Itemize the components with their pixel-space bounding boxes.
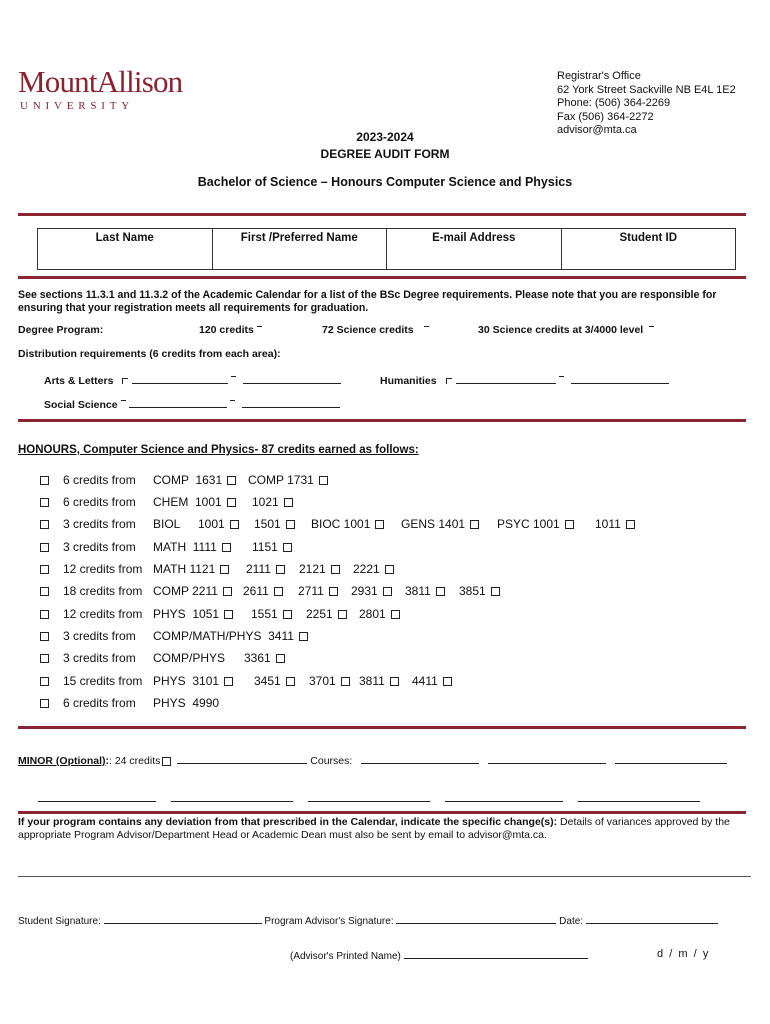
- course-option: [309, 674, 352, 688]
- course-option: [459, 584, 502, 598]
- social-science-row: [44, 398, 340, 411]
- course-option: [353, 562, 396, 576]
- course-checkbox[interactable]: [223, 587, 232, 596]
- divider: [18, 811, 746, 814]
- minor-course-field[interactable]: [578, 792, 700, 802]
- course-option: [153, 607, 235, 621]
- course-code: 1501: [254, 517, 281, 531]
- course-option: [351, 584, 394, 598]
- course-option: [412, 674, 454, 688]
- course-option: [306, 607, 349, 621]
- minor-course-field[interactable]: [615, 754, 727, 764]
- course-code: COMP/MATH/PHYS 3411: [153, 629, 294, 643]
- dash-icon: [121, 400, 126, 401]
- arts-letters-row: [44, 374, 341, 387]
- arts-course-1[interactable]: [132, 374, 228, 384]
- credits-120-label: 120 credits: [199, 324, 254, 336]
- credits-120: [199, 324, 265, 336]
- course-code: BIOC 1001: [311, 517, 371, 531]
- course-checkbox[interactable]: [391, 610, 400, 619]
- university-logo-subtitle: UNIVERSITY: [20, 100, 134, 112]
- date-format-hint: d / m / y: [657, 948, 709, 960]
- course-checkbox[interactable]: [565, 520, 574, 529]
- course-option: [595, 517, 637, 531]
- course-checkbox[interactable]: [224, 677, 233, 686]
- course-code: 3851: [459, 584, 486, 598]
- minor-courses-label: Courses:: [310, 755, 353, 767]
- dash-icon[interactable]: [257, 326, 262, 327]
- honours-heading: [18, 444, 419, 456]
- student-signature-label: Student Signature:: [18, 916, 101, 927]
- deviation-details: Details of variances approved by the appropriate Program Advisor/Department Head or Academic Dean must also be sent by email to advisor@mta.ca.: [18, 816, 730, 841]
- social-course-2[interactable]: [242, 398, 340, 408]
- humanities-row: [380, 374, 669, 387]
- course-code: PHYS 3101: [153, 674, 220, 688]
- course-code: 3811: [405, 584, 431, 598]
- course-code: 2711: [298, 584, 324, 598]
- course-checkbox[interactable]: [286, 520, 295, 529]
- course-checkbox[interactable]: [276, 654, 285, 663]
- course-code: PHYS 4990: [153, 696, 220, 710]
- honours-row-checkbox[interactable]: [40, 520, 49, 529]
- dash-icon: [559, 376, 564, 377]
- course-code: COMP 1631: [153, 473, 223, 487]
- credits-label: 12 credits from: [63, 562, 143, 576]
- course-checkbox[interactable]: [375, 520, 384, 529]
- course-checkbox[interactable]: [283, 610, 292, 619]
- credits-label: 18 credits from: [63, 584, 143, 598]
- honours-row-checkbox[interactable]: [40, 699, 49, 708]
- course-option: [401, 517, 481, 531]
- course-checkbox[interactable]: [283, 543, 292, 552]
- humanities-course-2[interactable]: [571, 374, 669, 384]
- registrar-line: Phone: (506) 364-2269: [557, 97, 671, 109]
- honours-row-checkbox[interactable]: [40, 543, 49, 552]
- distribution-label: Distribution requirements (6 credits from each area):: [18, 348, 281, 360]
- course-option: [254, 517, 297, 531]
- course-code: COMP/PHYS: [153, 651, 226, 665]
- course-checkbox[interactable]: [222, 543, 231, 552]
- deviation-notice: [18, 816, 753, 842]
- credits-label: 12 credits from: [63, 607, 143, 621]
- course-checkbox[interactable]: [470, 520, 479, 529]
- humanities-course-1[interactable]: [456, 374, 556, 384]
- course-checkbox[interactable]: [331, 565, 340, 574]
- science-72-label: 72 Science credits: [322, 324, 414, 336]
- course-checkbox[interactable]: [299, 632, 308, 641]
- registrar-email: advisor@mta.ca: [557, 124, 637, 136]
- course-code: PHYS 1051: [153, 607, 220, 621]
- minor-checkbox[interactable]: [162, 757, 171, 766]
- course-checkbox[interactable]: [383, 587, 392, 596]
- course-code: 3451: [254, 674, 281, 688]
- course-checkbox[interactable]: [491, 587, 500, 596]
- course-option: [246, 562, 287, 576]
- student-info-table: [37, 228, 736, 270]
- course-code: 2221: [353, 562, 380, 576]
- course-option: [248, 473, 330, 487]
- course-checkbox[interactable]: [227, 498, 236, 507]
- course-checkbox[interactable]: [284, 498, 293, 507]
- registrar-address: [557, 70, 736, 138]
- form-title: DEGREE AUDIT FORM: [320, 147, 450, 161]
- honours-row-checkbox[interactable]: [40, 632, 49, 641]
- credits-label: 3 credits from: [63, 517, 136, 531]
- course-code: 1551: [251, 607, 278, 621]
- minor-course-field[interactable]: [38, 792, 156, 802]
- course-code: MATH 1121: [153, 562, 216, 576]
- course-code: COMP 1731: [248, 473, 314, 487]
- minor-colon: :: [105, 755, 109, 767]
- course-checkbox[interactable]: [319, 476, 328, 485]
- course-checkbox[interactable]: [385, 565, 394, 574]
- arts-letters-label: Arts & Letters: [44, 375, 114, 387]
- advisor-signature-label: Program Advisor's Signature:: [264, 916, 394, 927]
- honours-row-checkbox[interactable]: [40, 476, 49, 485]
- student-signature-field[interactable]: [104, 914, 262, 924]
- science-30-label: 30 Science credits at 3/4000 level: [478, 324, 644, 336]
- minor-course-field[interactable]: [445, 792, 563, 802]
- course-option: [359, 607, 402, 621]
- course-option: [153, 473, 238, 487]
- first-name-field[interactable]: First /Preferred Name: [213, 229, 388, 269]
- course-checkbox[interactable]: [338, 610, 347, 619]
- course-option: [299, 562, 342, 576]
- email-field[interactable]: E-mail Address: [387, 229, 562, 269]
- course-checkbox[interactable]: [443, 677, 452, 686]
- minor-credits: : 24 credits: [109, 755, 161, 767]
- dash-icon: [231, 376, 236, 377]
- course-option: [298, 584, 340, 598]
- course-code: 3701: [309, 674, 336, 688]
- course-option: [311, 517, 386, 531]
- course-checkbox[interactable]: [286, 677, 295, 686]
- divider: [18, 419, 746, 422]
- course-code: 2611: [243, 584, 269, 598]
- honours-row-checkbox[interactable]: [40, 677, 49, 686]
- course-code: CHEM 1001: [153, 495, 222, 509]
- science-72: [322, 324, 432, 336]
- course-code: 2801: [359, 607, 386, 621]
- course-code: 1001: [198, 517, 225, 531]
- printed-name-label: (Advisor's Printed Name): [290, 951, 401, 962]
- course-option: [359, 674, 401, 688]
- course-checkbox[interactable]: [436, 587, 445, 596]
- honours-row-checkbox[interactable]: [40, 587, 49, 596]
- registrar-line: 62 York Street Sackville NB E4L 1E2: [557, 83, 736, 96]
- academic-year: 2023-2024: [356, 130, 414, 144]
- course-option: [153, 674, 235, 688]
- course-checkbox[interactable]: [274, 587, 283, 596]
- date-label: Date:: [559, 916, 584, 927]
- course-checkbox[interactable]: [276, 565, 285, 574]
- course-checkbox[interactable]: [329, 587, 338, 596]
- humanities-label: Humanities: [380, 375, 437, 387]
- last-name-field[interactable]: Last Name: [38, 229, 213, 269]
- deviation-line[interactable]: [18, 876, 751, 877]
- course-option: [153, 562, 231, 576]
- student-id-field[interactable]: Student ID: [619, 232, 677, 244]
- course-checkbox[interactable]: [626, 520, 635, 529]
- divider: [18, 213, 746, 216]
- arts-course-2[interactable]: [243, 374, 341, 384]
- divider: [18, 726, 746, 729]
- signature-row: [18, 914, 718, 927]
- degree-title: Bachelor of Science – Honours Computer Science and Physics: [197, 175, 573, 189]
- course-option: [405, 584, 447, 598]
- credits-label: 3 credits from: [63, 629, 136, 643]
- honours-row-checkbox[interactable]: [40, 498, 49, 507]
- deviation-bold: If your program contains any deviation from that prescribed in the Calendar, indicate the specific change(s):: [18, 816, 558, 828]
- minor-label: MINOR (Optional): [18, 755, 106, 767]
- course-checkbox[interactable]: [224, 610, 233, 619]
- course-option: [153, 629, 310, 643]
- course-option: [244, 651, 287, 665]
- course-option: [252, 540, 294, 554]
- course-code: MATH 1111: [153, 540, 217, 554]
- honours-heading-rest: - 87 credits earned as follows:: [254, 444, 419, 456]
- course-code: 2251: [306, 607, 333, 621]
- minor-row: [18, 754, 727, 767]
- course-code: 3361: [244, 651, 271, 665]
- minor-course-field[interactable]: [488, 754, 606, 764]
- course-code: 1021: [252, 495, 279, 509]
- corner-icon: [122, 378, 128, 384]
- minor-name-field[interactable]: [177, 754, 307, 764]
- date-field[interactable]: [586, 914, 718, 924]
- registrar-line: Registrar's Office: [557, 70, 641, 82]
- requirements-notice: See sections 11.3.1 and 11.3.2 of the Academic Calendar for a list of the BSc Degree requirements. Please note that you are responsible for ensuring that your registration meets all requirements for graduation.: [18, 289, 717, 314]
- course-option: [153, 651, 225, 665]
- course-code: 3811: [359, 674, 385, 688]
- honours-row-checkbox[interactable]: [40, 565, 49, 574]
- course-code: 1011: [595, 517, 621, 531]
- social-course-1[interactable]: [129, 398, 227, 408]
- credits-label: 6 credits from: [63, 696, 136, 710]
- credits-label: 3 credits from: [63, 651, 136, 665]
- honours-heading-title: HONOURS, Computer Science and Physics: [18, 444, 255, 456]
- course-checkbox[interactable]: [341, 677, 350, 686]
- course-code: 1151: [252, 540, 278, 554]
- course-code: COMP 2211: [153, 584, 218, 598]
- course-code: 2111: [246, 562, 271, 576]
- course-option: [153, 584, 234, 598]
- course-checkbox[interactable]: [227, 476, 236, 485]
- honours-row-checkbox[interactable]: [40, 654, 49, 663]
- divider: [18, 276, 746, 279]
- university-logo: MountAllison: [18, 64, 183, 99]
- course-code: BIOL: [153, 517, 181, 531]
- minor-course-field[interactable]: [308, 792, 430, 802]
- course-checkbox[interactable]: [390, 677, 399, 686]
- course-option: [153, 540, 233, 554]
- minor-courses-row-2: [38, 792, 700, 805]
- social-science-label: Social Science: [44, 399, 118, 411]
- dash-icon: [230, 400, 235, 401]
- course-code: PSYC 1001: [497, 517, 560, 531]
- course-option: [153, 517, 180, 531]
- credits-label: 15 credits from: [63, 674, 143, 688]
- course-code: 4411: [412, 674, 438, 688]
- degree-program-label: Degree Program:: [18, 324, 104, 336]
- corner-icon: [446, 378, 452, 384]
- course-option: [252, 495, 295, 509]
- course-checkbox[interactable]: [230, 520, 239, 529]
- minor-course-field[interactable]: [361, 754, 479, 764]
- course-option: [243, 584, 285, 598]
- printed-name-row: [290, 949, 588, 962]
- printed-name-field[interactable]: [404, 949, 588, 959]
- course-option: [198, 517, 241, 531]
- course-option: [153, 696, 219, 710]
- credits-label: 6 credits from: [63, 473, 136, 487]
- course-option: [254, 674, 297, 688]
- registrar-line: Fax (506) 364-2272: [557, 110, 654, 123]
- course-checkbox[interactable]: [220, 565, 229, 574]
- dash-icon[interactable]: [424, 326, 429, 327]
- dash-icon[interactable]: [649, 326, 654, 327]
- minor-course-field[interactable]: [171, 792, 293, 802]
- course-option: [153, 495, 238, 509]
- credits-label: 3 credits from: [63, 540, 136, 554]
- course-option: [251, 607, 294, 621]
- course-code: 2121: [299, 562, 326, 576]
- credits-label: 6 credits from: [63, 495, 136, 509]
- advisor-signature-field[interactable]: [396, 914, 556, 924]
- course-code: GENS 1401: [401, 517, 466, 531]
- science-30: [478, 324, 657, 336]
- course-code: 2931: [351, 584, 378, 598]
- honours-row-checkbox[interactable]: [40, 610, 49, 619]
- course-option: [497, 517, 576, 531]
